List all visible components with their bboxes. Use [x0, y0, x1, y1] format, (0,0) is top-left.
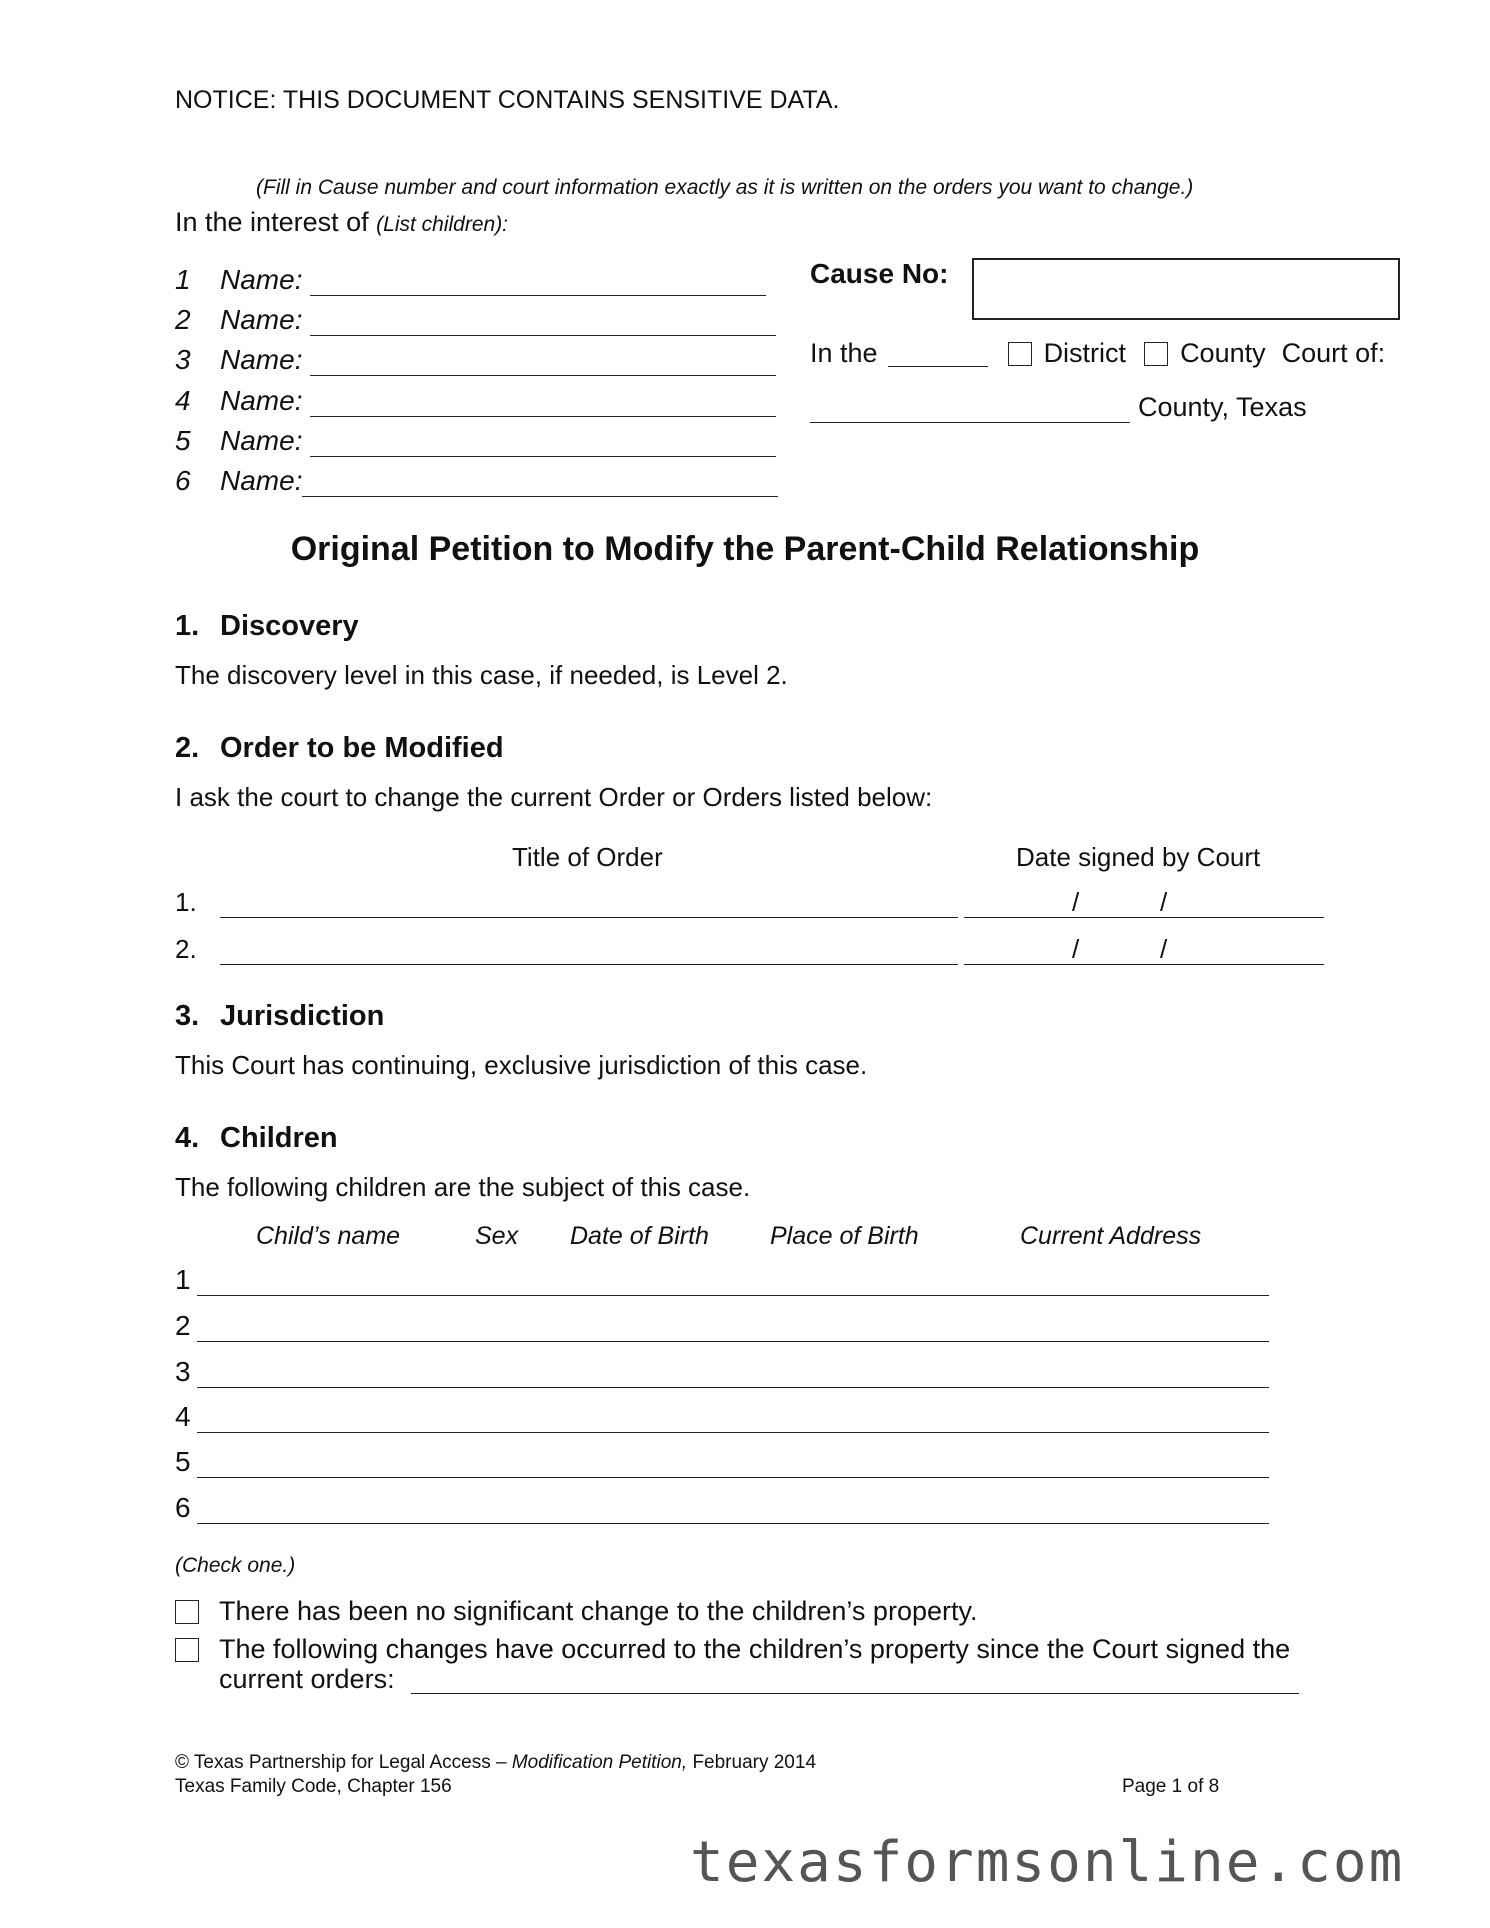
- changes-line2: [219, 1664, 1299, 1694]
- footer-form-name: Modification Petition,: [511, 1752, 688, 1773]
- name-label: Name:: [220, 304, 303, 335]
- child-name-row: [175, 342, 776, 376]
- changes-label: The following changes have occurred to the children’s property since the Court signed the: [219, 1634, 1291, 1664]
- county-texas-row: [810, 392, 1307, 423]
- discovery-text: The discovery level in this case, if needed, is Level 2.: [175, 660, 788, 690]
- county-texas-label: County, Texas: [1138, 392, 1307, 422]
- child-details-field[interactable]: [453, 1265, 1269, 1296]
- cause-number-label: Cause No:: [810, 258, 949, 289]
- child-name-field[interactable]: [197, 1447, 453, 1478]
- changes-checkbox[interactable]: [175, 1638, 199, 1662]
- footer-org: © Texas Partnership for Legal Access –: [175, 1752, 507, 1773]
- section-number: 2.: [175, 732, 200, 764]
- section-title: Jurisdiction: [220, 1000, 385, 1032]
- section-heading-children: [175, 1122, 338, 1155]
- child-name-field[interactable]: [310, 388, 776, 417]
- child-details-field[interactable]: [453, 1311, 1269, 1342]
- footer-statute: Texas Family Code, Chapter 156: [175, 1776, 452, 1797]
- child-name-field[interactable]: [302, 468, 778, 497]
- childs-name-header: Child’s name: [256, 1222, 401, 1250]
- section-heading-discovery: [175, 610, 359, 643]
- no-change-label: There has been no significant change to the children’s property.: [219, 1596, 978, 1626]
- court-selection: [810, 338, 1385, 369]
- row-number: 3: [175, 1356, 191, 1387]
- document-title: Original Petition to Modify the Parent-Child Relationship: [290, 530, 1200, 568]
- child-info-row: [175, 1308, 1269, 1342]
- child-name-field[interactable]: [197, 1357, 453, 1388]
- court-of-label: Court of:: [1281, 338, 1386, 368]
- child-name-field[interactable]: [197, 1402, 453, 1433]
- row-number: 1: [175, 264, 191, 295]
- date-signed-header: Date signed by Court: [1016, 842, 1261, 872]
- current-orders-label: current orders:: [219, 1664, 395, 1694]
- child-details-field[interactable]: [453, 1493, 1269, 1524]
- child-name-field[interactable]: [310, 428, 776, 457]
- child-name-field[interactable]: [310, 347, 776, 376]
- page-number: Page 1 of 8: [1122, 1776, 1220, 1797]
- child-info-row: [175, 1262, 1269, 1296]
- date-of-birth-header: Date of Birth: [570, 1222, 709, 1250]
- row-number: 4: [175, 1401, 191, 1432]
- child-name-field[interactable]: [310, 267, 766, 296]
- interest-of-label: [175, 207, 508, 238]
- child-info-row: [175, 1490, 1269, 1524]
- child-name-row: [175, 423, 776, 457]
- sex-header: Sex: [475, 1222, 519, 1250]
- section-title: Discovery: [220, 610, 359, 642]
- date-slash: /: [1160, 934, 1168, 964]
- footer-date: February 2014: [692, 1752, 817, 1773]
- county-name-field[interactable]: [810, 396, 1130, 423]
- child-info-row: [175, 1354, 1269, 1388]
- district-label: District: [1043, 338, 1127, 368]
- date-slash: /: [1072, 887, 1080, 917]
- changes-text: [219, 1634, 1299, 1694]
- county-label: County: [1180, 338, 1266, 368]
- fill-instructions: (Fill in Cause number and court information exactly as it is written on the orders you want to change.): [256, 176, 1194, 199]
- section-title: Children: [220, 1122, 338, 1154]
- child-name-field[interactable]: [197, 1493, 453, 1524]
- order-date-field[interactable]: [964, 887, 1324, 918]
- county-checkbox[interactable]: [1144, 342, 1168, 366]
- row-number: 1: [175, 1264, 191, 1295]
- row-number: 5: [175, 1446, 191, 1477]
- interest-hint: (List children):: [376, 213, 509, 236]
- child-name-row: [175, 302, 776, 336]
- order-date-field[interactable]: [964, 934, 1324, 965]
- title-of-order-header: Title of Order: [512, 842, 663, 872]
- section-title: Order to be Modified: [220, 732, 504, 764]
- children-text: The following children are the subject of this case.: [175, 1172, 751, 1202]
- child-name-row: [175, 463, 778, 497]
- child-info-row: [175, 1399, 1269, 1433]
- court-number-field[interactable]: [888, 340, 988, 367]
- date-slash: /: [1072, 934, 1080, 964]
- section-heading-jurisdiction: [175, 1000, 384, 1033]
- child-details-field[interactable]: [453, 1402, 1269, 1433]
- footer-copyright: [175, 1752, 816, 1774]
- child-details-field[interactable]: [453, 1447, 1269, 1478]
- current-address-header: Current Address: [1020, 1222, 1202, 1250]
- section-number: 1.: [175, 610, 200, 642]
- child-details-field[interactable]: [453, 1357, 1269, 1388]
- sensitive-data-notice: NOTICE: THIS DOCUMENT CONTAINS SENSITIVE DATA.: [175, 86, 840, 114]
- name-label: Name:: [220, 425, 303, 456]
- child-name-field[interactable]: [310, 307, 776, 336]
- row-number: 2.: [175, 934, 197, 964]
- row-number: 6: [175, 465, 191, 496]
- row-number: 1.: [175, 887, 197, 917]
- no-change-option: [175, 1596, 977, 1627]
- order-text: I ask the court to change the current Order or Orders listed below:: [175, 782, 933, 812]
- cause-number-field[interactable]: [972, 258, 1400, 320]
- child-name-field[interactable]: [197, 1265, 453, 1296]
- district-checkbox[interactable]: [1008, 342, 1032, 366]
- name-label: Name:: [220, 264, 303, 295]
- jurisdiction-text: This Court has continuing, exclusive jurisdiction of this case.: [175, 1050, 868, 1080]
- order-title-field[interactable]: [220, 934, 958, 965]
- child-name-field[interactable]: [197, 1311, 453, 1342]
- row-number: 4: [175, 385, 191, 416]
- child-name-row: [175, 262, 766, 296]
- name-label: Name:: [220, 465, 303, 496]
- changes-option: [175, 1634, 1299, 1694]
- name-label: Name:: [220, 385, 303, 416]
- row-number: 2: [175, 304, 191, 335]
- order-row: [175, 933, 1324, 965]
- row-number: 5: [175, 425, 191, 456]
- no-change-checkbox[interactable]: [175, 1600, 199, 1624]
- date-slash: /: [1160, 887, 1168, 917]
- section-number: 4.: [175, 1122, 200, 1154]
- child-info-row: [175, 1444, 1269, 1478]
- check-one-instruction: (Check one.): [175, 1554, 296, 1577]
- section-number: 3.: [175, 1000, 200, 1032]
- child-name-row: [175, 383, 776, 417]
- place-of-birth-header: Place of Birth: [770, 1222, 919, 1250]
- in-the-label: In the: [810, 338, 878, 368]
- order-row: [175, 886, 1324, 918]
- name-label: Name:: [220, 344, 303, 375]
- row-number: 3: [175, 344, 191, 375]
- row-number: 2: [175, 1310, 191, 1341]
- site-watermark: texasformsonline.com: [690, 1830, 1405, 1895]
- property-changes-field[interactable]: [411, 1667, 1299, 1694]
- row-number: 6: [175, 1492, 191, 1523]
- section-heading-order: [175, 732, 504, 765]
- order-title-field[interactable]: [220, 887, 958, 918]
- interest-label: In the interest of: [175, 207, 369, 237]
